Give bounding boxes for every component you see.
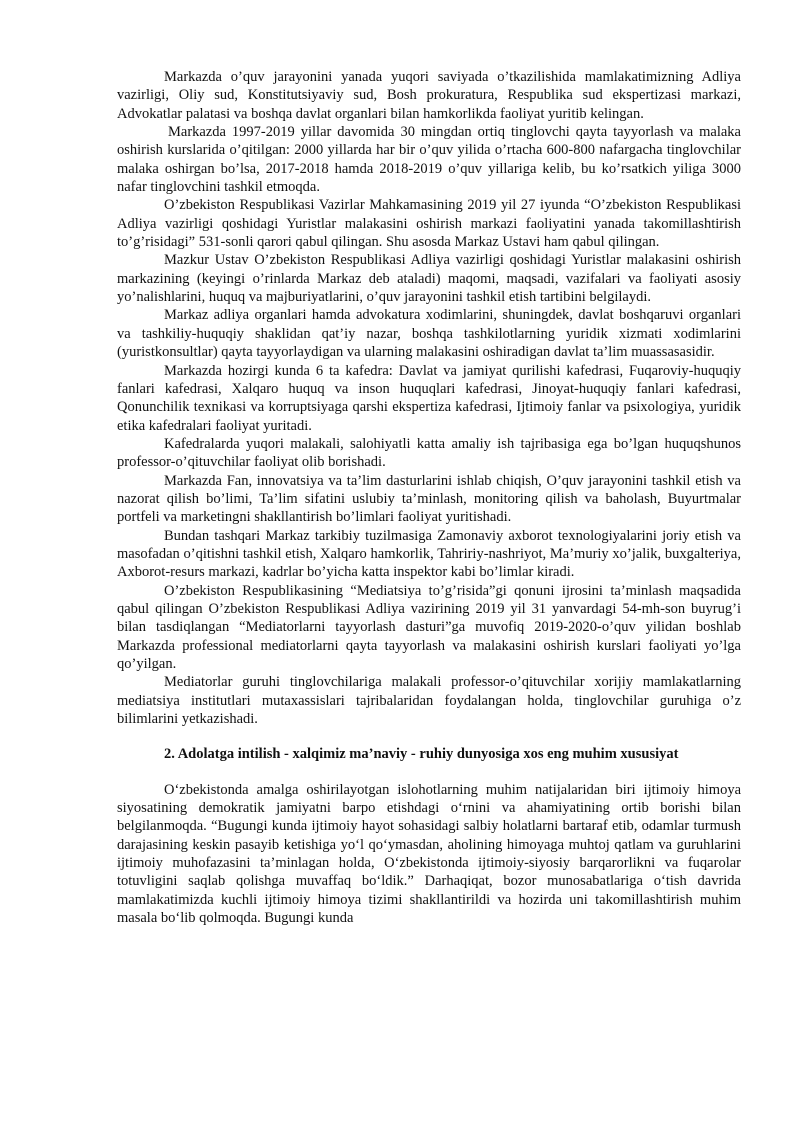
paragraph-social-protection: O‘zbekistonda amalga oshirilayotgan islohotlarning muhim natijalaridan biri ijtimoiy himoya siyosatining demokratik jamiyatni barpo etishdagi o‘rnini va ahamiyatining ortib borishi bilan belgilanmoqda. “Bugungi kunda ijtimoiy hayot sohasidagi salbiy holatlarni bartaraf etib, odamlar turmush darajasining keskin pasayib ketishiga yo‘l qo‘ymasdan, aholining himoyaga muhtoj qatlam va guruhlarini ijtimoiy muhofazasini ta’minlagan holda, O‘zbekistonda ijtimoiy-siyosiy barqarorlikni va fuqarolar totuvligini saqlab qolishga muvaffaq bo‘ldik.” Darhaqiqat, bozor munosabatlariga o‘tish davrida mamlakatimizda kuchli ijtimoiy himoya tizimi shakllantirildi va hozirda uni takomillashtirish muhim masala bo‘lib qolmoqda. Bugungi kunda: [117, 781, 741, 927]
paragraph-cabinet-resolution: O’zbekiston Respublikasi Vazirlar Mahkamasining 2019 yil 27 iyunda “O’zbekiston Respublikasi Adliya vazirligi qoshidagi Yuristlar malakasini oshirish markazi faoliyatini yanada takomillashtirish to’g’risidagi” 531-sonli qarori qabul qilingan. Shu asosda Markaz Ustavi ham qabul qilingan.: [117, 197, 741, 251]
paragraph-structure: Bundan tashqari Markaz tarkibiy tuzilmasiga Zamonaviy axborot texnologiyalarini joriy etish va masofadan o’qitishni tashkil etish, Xalqaro hamkorlik, Tahririy-nashriyot, Ma’muriy xo’jalik, buxgalteriya, Axborot-resurs markazi, kadrlar bo’yicha katta inspektor kabi bo’limlar kiradi.: [117, 527, 741, 581]
paragraph-mediator-groups: Mediatorlar guruhi tinglovchilariga malakali professor-o’qituvchilar xorijiy mamlakatlarning mediatsiya institutlari mutaxassislari tajribalaridan foydalangan holda, tinglovchilar guruhiga o’z bilimlarini yetkazishadi.: [117, 674, 741, 728]
document-body: [117, 68, 741, 927]
paragraph-departments: Markazda hozirgi kunda 6 ta kafedra: Davlat va jamiyat qurilishi kafedrasi, Fuqaroviy-huquqiy fanlari kafedrasi, Xalqaro huquq va inson huquqlari kafedrasi, Jinoyat-huquqiy fanlari kafedrasi, Qonunchilik texnikasi va korruptsiyaga qarshi ekspertiza kafedrasi, Ijtimoiy fanlar va psixologiya, yuridik etika kafedralari faoliyat yuritadi.: [117, 362, 741, 434]
paragraph-charter: Mazkur Ustav O’zbekiston Respublikasi Adliya vazirligi qoshidagi Yuristlar malakasini oshirish markazining (keyingi o’rinlarda Markaz deb ataladi) maqomi, maqsadi, vazifalari va faoliyati asosiy yo’nalishlarini, huquq va majburiyatlarini, o’quv jarayonini tashkil etish tartibini belgilaydi.: [117, 252, 741, 306]
paragraph-divisions: Markazda Fan, innovatsiya va ta’lim dasturlarini ishlab chiqish, O’quv jarayonini tashkil etish va nazorat qilish bo’limi, Ta’lim sifatini uslubiy ta’minlash, monitoring qilish va baholash, Buyurtmalar portfeli va marketingni shakllantirish bo’limlari faoliyat yuritishadi.: [117, 472, 741, 526]
paragraph-training-statistics: Markazda 1997-2019 yillar davomida 30 mingdan ortiq tinglovchi qayta tayyorlash va malaka oshirish kurslarida o’qitilgan: 2000 yillarda har bir o’quv yilida o’rtacha 600-800 nafargacha tinglovchilar malaka oshirgan bo’lsa, 2017-2018 hamda 2018-2019 o’quv yillariga kelib, bu ko’rsatkich yiliga 3000 nafar tinglovchini tashkil etmoqda.: [117, 124, 741, 196]
paragraph-mediation-law: O’zbekiston Respublikasining “Mediatsiya to’g’risida”gi qonuni ijrosini ta’minlash maqsadida qabul qilingan O’zbekiston Respublikasi Adliya vazirining 2019 yil 31 yanvardagi 54-mh-son buyrug’i bilan tasdiqlangan “Mediatorlarni tayyorlash dasturi”ga muvofiq 2019-2020-o’quv yilidan boshlab Markazda professional mediatorlarni qayta tayyorlash va malakasini oshirish kurslari faoliyati yo’lga qo’yilgan.: [117, 582, 741, 672]
section-2-heading: 2. Adolatga intilish - xalqimiz ma’naviy - ruhiy dunyosiga xos eng muhim xususiyat: [164, 746, 679, 763]
paragraph-institution-definition: Markaz adliya organlari hamda advokatura xodimlarini, shuningdek, davlat boshqaruvi organlari va tashkiliy-huquqiy shaklidan qat’iy nazar, boshqa tashkilotlarning yuridik xizmati xodimlarini (yuristkonsultlar) qayta tayyorlaydigan va ularning malakasini oshiradigan davlat ta’lim muassasasidir.: [117, 307, 741, 361]
section-heading-block: [117, 745, 741, 763]
paragraph-cooperation: Markazda o’quv jarayonini yanada yuqori saviyada o’tkazilishida mamlakatimizning Adliya vazirligi, Oliy sud, Konstitutsiyaviy sud, Bosh prokuratura, Respublika sud ekspertizasi markazi, Advokatlar palatasi va boshqa davlat organlari bilan hamkorlikda faoliyat yuritib kelingan.: [117, 69, 741, 122]
paragraph-faculty: Kafedralarda yuqori malakali, salohiyatli katta amaliy ish tajribasiga ega bo’lgan huquqshunos professor-o’qituvchilar faoliyat olib borishadi.: [117, 435, 741, 471]
